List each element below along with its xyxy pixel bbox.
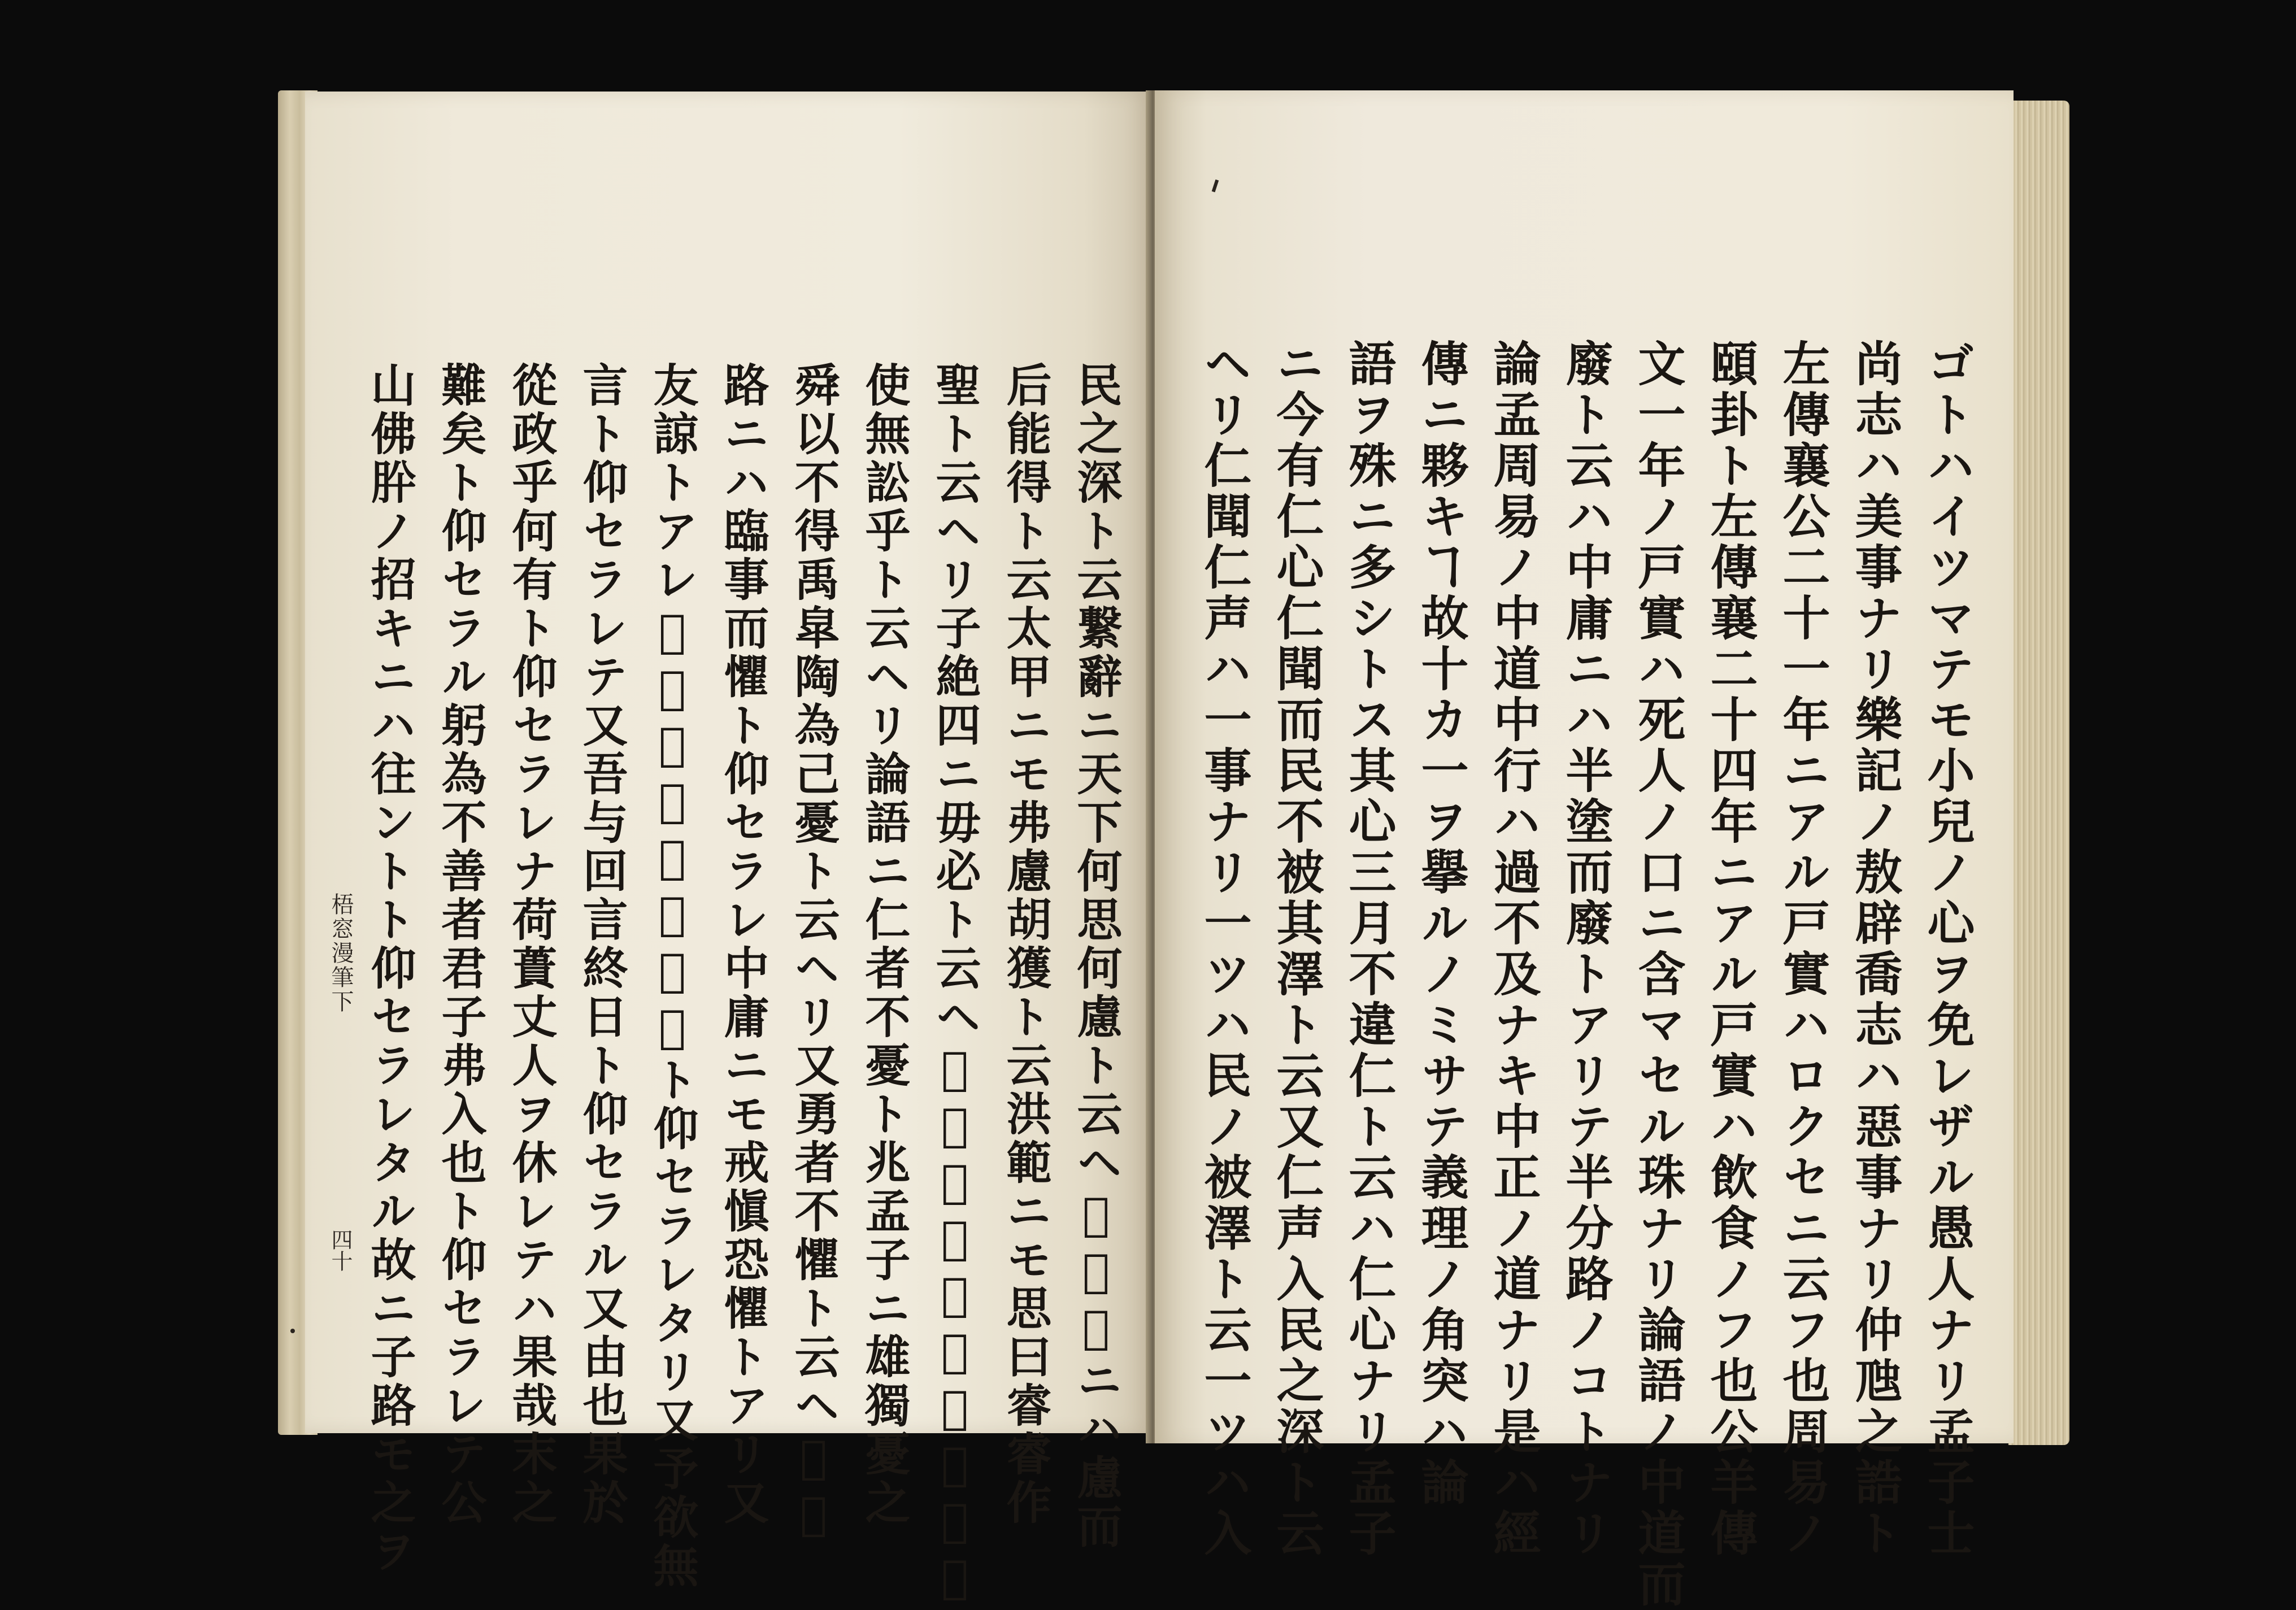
text-column: 語ヲ殊ニ多シトス其心三月不違仁ト云ハ仁心ナリ孟子	[1341, 339, 1397, 1559]
text-column: 從政乎何有ト仰セラレナ荷蕢丈人ヲ休レテハ果哉末之	[505, 362, 558, 1528]
text-column: 舜以不得禹皐陶為己憂ト云ヘリ又勇者不懼ト云ヘ𪜈子	[787, 362, 840, 1543]
text-column: 后能得ト云太甲ニモ弗慮胡獲ト云洪範ニモ思曰睿睿作	[999, 362, 1052, 1528]
text-column: 山佛肸ノ招キニハ往ントト仰セラレタル故ニ子路モ之ヲ	[363, 362, 416, 1576]
text-column: 言ト仰セラレテ又吾与回言終日ト仰セラル又由也果於	[575, 362, 628, 1528]
text-column: 頤卦ト左傳襄二十四年ニアル戸實ハ飲食ノフ也公羊傳	[1703, 339, 1759, 1559]
text-column: 聖ト云ヘリ子絶四ニ毋必ト云ヘ𪜈又云必乎正名乎必乎	[928, 362, 981, 1607]
text-column: ヘリ仁聞仁声ハ一事ナリ一ツハ民ノ被澤ト云一ツハ入	[1197, 339, 1253, 1559]
text-column: 難矣ト仰セラル躬為不善者君子弗入也ト仰セラレテ公	[434, 362, 487, 1528]
ink-speck	[290, 1329, 295, 1333]
text-column: ニ今有仁心仁聞而民不被其澤ト云又仁声入民之深ト云	[1269, 339, 1325, 1559]
text-column: 文一年ノ戸實ハ死人ノ口ニ含マセル珠ナリ論語ノ中道而	[1630, 339, 1686, 1610]
text-column: 友諒トアレ𪜈又君子貞而不諒ト仰セラレタリ又予欲無	[646, 362, 699, 1591]
margin-title: 梧窓漫筆下	[328, 893, 354, 1014]
text-column: 路ニハ臨事而懼ト仰セラレ中庸ニモ戒愼恐懼トアリ又	[716, 362, 769, 1528]
right-page-edges	[2008, 101, 2069, 1445]
text-column: ゴトハイツマテモ小兒ノ心ヲ免レザル愚人ナリ孟子士	[1920, 339, 1976, 1559]
text-column: 使無訟乎ト云ヘリ論語ニ仁者不憂ト兆孟子ニ雄獨憂之	[858, 362, 911, 1528]
text-column: 論孟周易ノ中道中行ハ過不及ナキ中正ノ道ナリ是ハ經	[1486, 339, 1542, 1559]
text-column: 尚志ハ美事ナリ樂記ノ敖辟喬志ハ惡事ナリ仲虺之誥ト	[1847, 339, 1903, 1559]
text-column: 左傳襄公二十一年ニアル戸實ハロクセニ云フ也周易ノ	[1775, 339, 1831, 1559]
page-number: 四十	[328, 1229, 353, 1272]
text-column: 傳ニ夥キヿ故十カ一ヲ擧ルノミサテ義理ノ角突ハ論	[1414, 339, 1469, 1508]
text-column: 廢ト云ハ中庸ニハ半塗而廢トアリテ半分路ノコトナリ	[1558, 339, 1614, 1559]
text-column: 民之深ト云繋辭ニ天下何思何慮ト云ヘ𪜈大學ニハ慮而	[1069, 362, 1123, 1551]
